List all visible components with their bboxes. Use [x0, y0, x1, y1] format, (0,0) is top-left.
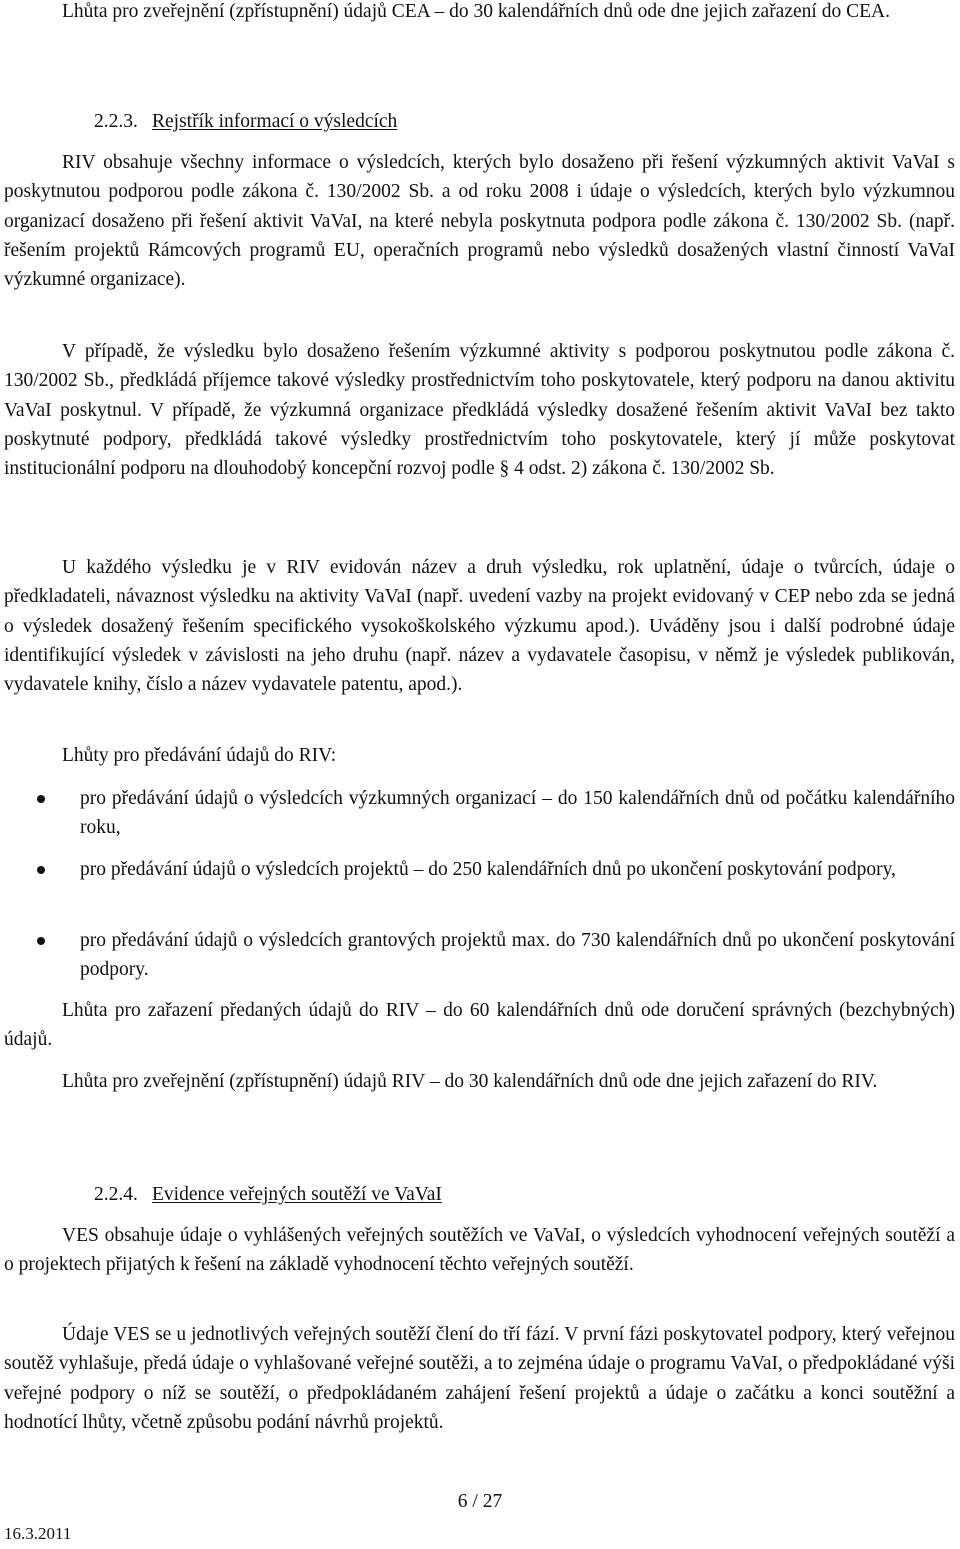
list-item	[4, 855, 955, 884]
section-number: 2.2.3.	[94, 111, 138, 132]
list-item-text: pro předávání údajů o výsledcích projektů – do 250 kalendářních dnů po ukončení poskytování podpory,	[80, 859, 896, 880]
section-title: Evidence veřejných soutěží ve VaVaI	[152, 1184, 442, 1205]
cea-deadline-paragraph: Lhůta pro zveřejnění (zpřístupnění) údajů CEA – do 30 kalendářních dnů ode dne jejich zařazení do CEA.	[62, 1, 890, 22]
list-item	[4, 926, 955, 985]
ves-content-paragraph: VES obsahuje údaje o vyhlášených veřejných soutěžích ve VaVaI, o výsledcích vyhodnocení veřejných soutěží a o projektech přijatých k řešení na základě vyhodnocení těchto veřejných soutěží.	[4, 1225, 955, 1276]
section-heading-ves	[94, 1180, 442, 1209]
riv-deadlines-intro: Lhůty pro předávání údajů do RIV:	[62, 745, 337, 766]
page-number: 6 / 27	[457, 1491, 503, 1512]
riv-publication-deadline-paragraph: Lhůta pro zveřejnění (zpřístupnění) údajů RIV – do 30 kalendářních dnů ode dne jejich zařazení do RIV.	[62, 1071, 878, 1092]
footer-date: 16.3.2011	[4, 1524, 72, 1543]
bullet-icon	[37, 795, 45, 803]
list-item-text: pro předávání údajů o výsledcích grantových projektů max. do 730 kalendářních dnů po ukončení poskytování podpory.	[80, 930, 955, 981]
list-item	[4, 784, 955, 843]
bullet-icon	[37, 866, 45, 874]
section-number: 2.2.4.	[94, 1184, 138, 1205]
riv-inclusion-deadline-paragraph: Lhůta pro zařazení předaných údajů do RIV – do 60 kalendářních dnů ode doručení správných (bezchybných) údajů.	[4, 1000, 955, 1051]
riv-content-paragraph: RIV obsahuje všechny informace o výsledcích, kterých bylo dosaženo při řešení výzkumných aktivit VaVaI s poskytnutou podporou podle zákona č. 130/2002 Sb. a od roku 2008 i údaje o výsledcích, kterých bylo výzkumnou organizací dosaženo při řešení aktivit VaVaI, na které nebyla poskytnuta podpora podle zákona č. 130/2002 Sb. (např. řešením projektů Rámcových programů EU, operačních programů nebo výsledků dosažených vlastní činností VaVaI výzkumné organizace).	[4, 152, 955, 291]
bullet-icon	[37, 937, 45, 945]
ves-phases-paragraph: Údaje VES se u jednotlivých veřejných soutěží člení do tří fází. V první fázi poskytovatel podpory, který veřejnou soutěž vyhlašuje, předá údaje o vyhlašované veřejné soutěži, a to zejména údaje o programu VaVaI, o předpokládané výši veřejné podpory o níž se soutěží, o předpokládaném zahájení řešení projektů a údaje o začátku a konci soutěžní a hodnotící lhůty, včetně způsobu podání návrhů projektů.	[4, 1324, 955, 1433]
list-item-text: pro předávání údajů o výsledcích výzkumných organizací – do 150 kalendářních dnů od počátku kalendářního roku,	[80, 788, 955, 839]
section-heading-riv	[94, 107, 397, 136]
riv-supported-paragraph: V případě, že výsledku bylo dosaženo řešením výzkumné aktivity s podporou poskytnutou podle zákona č. 130/2002 Sb., předkládá příjemce takové výsledky prostřednictvím toho poskytovatele, který podporu na danou aktivitu VaVaI poskytnul. V případě, že výzkumná organizace předkládá výsledky dosažené řešením aktivit VaVaI bez takto poskytnuté podpory, předkládá takové výsledky prostřednictvím toho poskytovatele, který jí může poskytovat institucionální podporu na dlouhodobý koncepční rozvoj podle § 4 odst. 2) zákona č. 130/2002 Sb.	[4, 341, 955, 480]
riv-each-result-paragraph: U každého výsledku je v RIV evidován název a druh výsledku, rok uplatnění, údaje o tvůrcích, údaje o předkladateli, návaznost výsledku na aktivity VaVaI (např. uvedení vazby na projekt evidovaný v CEP nebo zda se jedná o výsledek dosažený řešením specifického vysokoškolského výzkumu apod.). Uváděny jsou i další podrobné údaje identifikující výsledek v závislosti na jeho druhu (např. název a vydavatele časopisu, v němž je výsledek publikován, vydavatele knihy, číslo a název vydavatele patentu, apod.).	[4, 557, 955, 696]
section-title: Rejstřík informací o výsledcích	[152, 111, 398, 132]
